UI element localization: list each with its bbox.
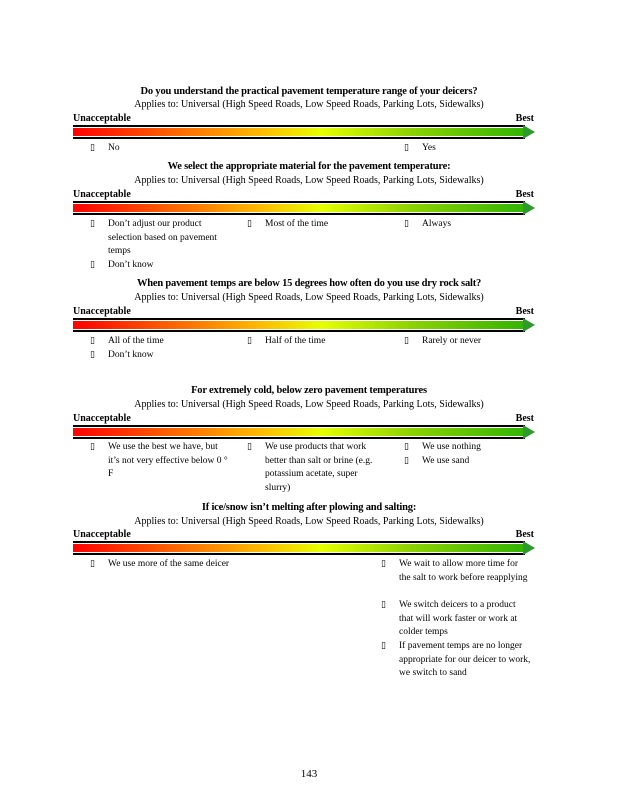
option-label: Half of the time <box>265 336 326 346</box>
option-label: We use products that work better than salt or brine (e.g. potassium acetate, super slurry) <box>265 442 373 493</box>
option-label: If pavement temps are no longer appropriate for our deicer to work, we switch to sand <box>399 641 531 678</box>
checkbox-icon[interactable]: ▯ <box>90 336 95 346</box>
option-label: We use sand <box>422 456 470 466</box>
question-title: If ice/snow isn’t melting after plowing and salting: <box>201 502 417 513</box>
question-title: Do you understand the practical pavement temperature range of your deicers? <box>140 86 478 97</box>
option-label: No <box>108 143 120 153</box>
page-number: 143 <box>300 768 318 780</box>
checkbox-icon[interactable]: ▯ <box>404 442 409 452</box>
arrow-right-icon <box>523 318 535 332</box>
scale-label-unacceptable: Unacceptable <box>73 413 131 424</box>
checkbox-icon[interactable]: ▯ <box>90 143 95 153</box>
arrow-right-icon <box>523 201 535 215</box>
checkbox-icon[interactable]: ▯ <box>404 143 409 153</box>
rating-scale-bar <box>73 201 535 215</box>
scale-label-best: Best <box>515 113 534 124</box>
scale-label-unacceptable: Unacceptable <box>73 113 131 124</box>
arrow-right-icon <box>523 541 535 555</box>
applies-to: Applies to: Universal (High Speed Roads, Low Speed Roads, Parking Lots, Sidewalks) <box>134 516 484 527</box>
scale-label-best: Best <box>515 413 534 424</box>
checkbox-icon[interactable]: ▯ <box>247 442 252 452</box>
checkbox-icon[interactable]: ▯ <box>90 219 95 229</box>
scale-label-best: Best <box>515 306 534 317</box>
checkbox-icon[interactable]: ▯ <box>90 442 95 452</box>
scale-label-best: Best <box>515 529 534 540</box>
option-label: Always <box>422 219 452 229</box>
option-label: Rarely or never <box>422 336 482 346</box>
option-label: We wait to allow more time for the salt to work before reapplying <box>399 559 528 583</box>
checkbox-icon[interactable]: ▯ <box>381 641 386 651</box>
arrow-right-icon <box>523 425 535 439</box>
option-label: Yes <box>422 143 436 153</box>
option-label: Most of the time <box>265 219 329 229</box>
checkbox-icon[interactable]: ▯ <box>90 260 95 270</box>
scale-label-unacceptable: Unacceptable <box>73 529 131 540</box>
scale-label-unacceptable: Unacceptable <box>73 189 131 200</box>
question-title: For extremely cold, below zero pavement temperatures <box>191 385 427 396</box>
option-label: We switch deicers to a product that will work faster or work at colder temps <box>399 600 518 637</box>
option-label: All of the time <box>108 336 164 346</box>
rating-scale-bar <box>73 125 535 139</box>
option-label: Don’t adjust our product selection based on pavement temps <box>108 219 217 256</box>
option-label: We use nothing <box>422 442 481 452</box>
applies-to: Applies to: Universal (High Speed Roads, Low Speed Roads, Parking Lots, Sidewalks) <box>134 399 484 410</box>
question-title: When pavement temps are below 15 degrees how often do you use dry rock salt? <box>136 278 482 289</box>
applies-to: Applies to: Universal (High Speed Roads, Low Speed Roads, Parking Lots, Sidewalks) <box>134 292 484 303</box>
checkbox-icon[interactable]: ▯ <box>247 219 252 229</box>
checkbox-icon[interactable]: ▯ <box>90 559 95 569</box>
applies-to: Applies to: Universal (High Speed Roads, Low Speed Roads, Parking Lots, Sidewalks) <box>134 99 484 110</box>
question-title: We select the appropriate material for the pavement temperature: <box>167 161 451 172</box>
scale-label-unacceptable: Unacceptable <box>73 306 131 317</box>
arrow-right-icon <box>523 125 535 139</box>
option-label: We use more of the same deicer <box>108 559 230 569</box>
checkbox-icon[interactable]: ▯ <box>404 336 409 346</box>
checkbox-icon[interactable]: ▯ <box>381 600 386 610</box>
checkbox-icon[interactable]: ▯ <box>381 559 386 569</box>
option-label: Don’t know <box>108 350 154 360</box>
option-label: Don’t know <box>108 260 154 270</box>
checkbox-icon[interactable]: ▯ <box>247 336 252 346</box>
option-label: We use the best we have, but it’s not very effective below 0 ° F <box>108 442 228 479</box>
rating-scale-bar <box>73 318 535 332</box>
rating-scale-bar <box>73 425 535 439</box>
checkbox-icon[interactable]: ▯ <box>404 219 409 229</box>
rating-scale-bar <box>73 541 535 555</box>
checkbox-icon[interactable]: ▯ <box>404 456 409 466</box>
scale-label-best: Best <box>515 189 534 200</box>
applies-to: Applies to: Universal (High Speed Roads, Low Speed Roads, Parking Lots, Sidewalks) <box>134 175 484 186</box>
checkbox-icon[interactable]: ▯ <box>90 350 95 360</box>
